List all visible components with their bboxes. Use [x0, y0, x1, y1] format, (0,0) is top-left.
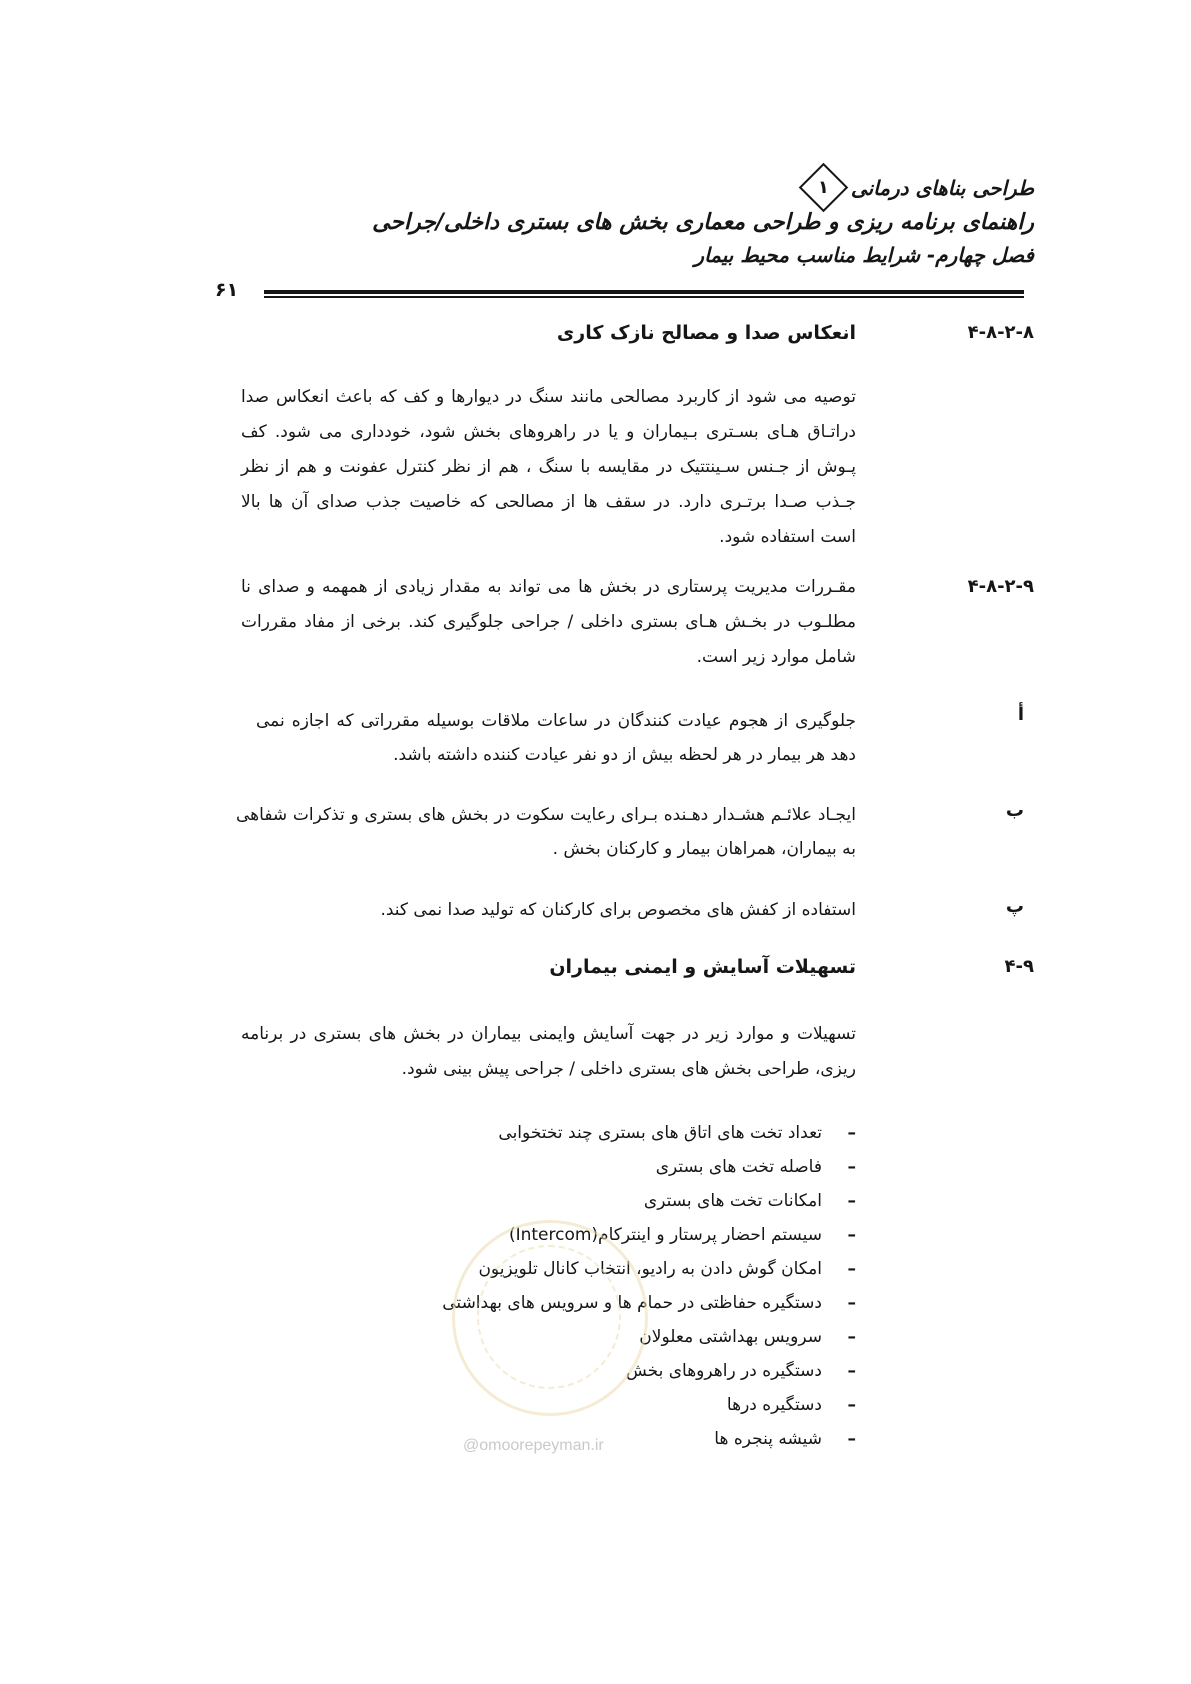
list-item-text: شیشه پنجره ها	[714, 1429, 822, 1449]
list-item-text: دستگیره درها	[726, 1395, 822, 1415]
section-title: تسهیلات آسایش و ایمنی بیماران	[549, 956, 856, 978]
list-item	[256, 1184, 856, 1218]
page-number: ۶۱	[215, 279, 239, 301]
bullet-marker: –	[847, 1259, 856, 1279]
section-number: ۴-۹	[1004, 956, 1034, 977]
bullet-marker: –	[847, 1327, 856, 1347]
list-item-text: امکان گوش دادن به رادیو، انتخاب کانال تلویزیون	[478, 1259, 822, 1279]
chapter-title: فصل چهارم- شرایط مناسب محیط بیمار	[694, 242, 1034, 267]
list-item-text: فاصله تخت های بستری	[655, 1157, 822, 1177]
list-item	[256, 1116, 856, 1150]
bullet-marker: –	[847, 1429, 856, 1449]
bullet-marker: –	[847, 1395, 856, 1415]
bullet-marker: –	[847, 1225, 856, 1245]
section-title: انعکاس صدا و مصالح نازک کاری	[556, 322, 856, 344]
section-number: ۴-۸-۲-۹	[967, 576, 1034, 597]
section-paragraph: مقـررات مدیریت پرستاری در بخش ها می تواند به مقدار زیادی از همهمه و صدای نا مطلـوب در بخـش هـای بستری داخلی / جراحی جلوگیری کند. برخی از مفاد مقررات شامل موارد زیر است.	[241, 577, 856, 667]
bullet-marker: –	[847, 1361, 856, 1381]
list-item-text: سیستم احضار پرستار و اینترکام(Intercom)	[508, 1225, 822, 1245]
header-rule-thin	[264, 296, 1024, 298]
page-header	[214, 170, 1034, 268]
list-item-letter: أ	[1017, 704, 1024, 725]
list-item-text: سرویس بهداشتی معلولان	[639, 1327, 822, 1347]
list-item-text: استفاده از کفش های مخصوص برای کارکنان که تولید صدا نمی کند.	[380, 900, 856, 920]
header-rule-thick	[264, 290, 1024, 294]
bullet-marker: –	[847, 1157, 856, 1177]
list-item	[256, 1150, 856, 1184]
list-item-text: دستگیره حفاظتی در حمام ها و سرویس های بهداشتی	[442, 1293, 822, 1313]
list-item-text: تعداد تخت های اتاق های بستری چند تختخوابی	[498, 1123, 822, 1143]
volume-badge	[799, 163, 848, 212]
list-item-letter: پ	[1005, 896, 1024, 917]
section-number: ۴-۸-۲-۸	[967, 322, 1034, 343]
watermark-seal	[452, 1220, 648, 1416]
section-paragraph: تسهیلات و موارد زیر در جهت آسایش وایمنی بیماران در بخش های بستری در برنامه ریزی، طراحی بخش های بستری داخلی / جراحی پیش بینی شود.	[241, 1024, 856, 1079]
list-item-text: ایجـاد علائـم هشـدار دهـنده بـرای رعایت سکوت در بخش های بستری و تذکرات شفاهی به بیماران، همراهان بیمار و کارکنان بخش .	[236, 805, 856, 859]
bullet-marker: –	[847, 1293, 856, 1313]
bullet-marker: –	[847, 1123, 856, 1143]
header-book-title-row	[214, 170, 1034, 205]
list-item-letter: ب	[1005, 800, 1024, 821]
watermark-text: @omoorepeyman.ir	[463, 1437, 604, 1454]
book-title: طراحی بناهای درمانی	[850, 175, 1034, 200]
list-item-text: جلوگیری از هجوم عیادت کنندگان در ساعات ملاقات بوسیله مقرراتی که اجازه نمی دهد هر بیمار در هر لحظه بیش از دو نفر عیادت کننده داشته باشد.	[256, 711, 856, 765]
section-paragraph: توصیه می شود از کاربرد مصالحی مانند سنگ در دیوارها و کف که باعث انعکاس صدا دراتـاق هـای بسـتری بـیماران و یا در راهروهای بخش شود، خودداری می شود. کف پـوش از جـنس سـینتتیک در مقایسه با سنگ ، هم از نظر کنترل عفونت و هم از نظر جـذب صـدا برتـری دارد. در سقف ها از مصالحی که خاصیت جذب صدای آن ها بالا است استفاده شود.	[241, 387, 856, 547]
list-item-text: دستگیره در راهروهای بخش	[625, 1361, 822, 1381]
volume-number: ۱	[817, 176, 829, 198]
list-item-text: امکانات تخت های بستری	[643, 1191, 822, 1211]
guide-title: راهنمای برنامه ریزی و طراحی معماری بخش های بستری داخلی/جراحی	[372, 210, 1034, 235]
bullet-marker: –	[847, 1191, 856, 1211]
